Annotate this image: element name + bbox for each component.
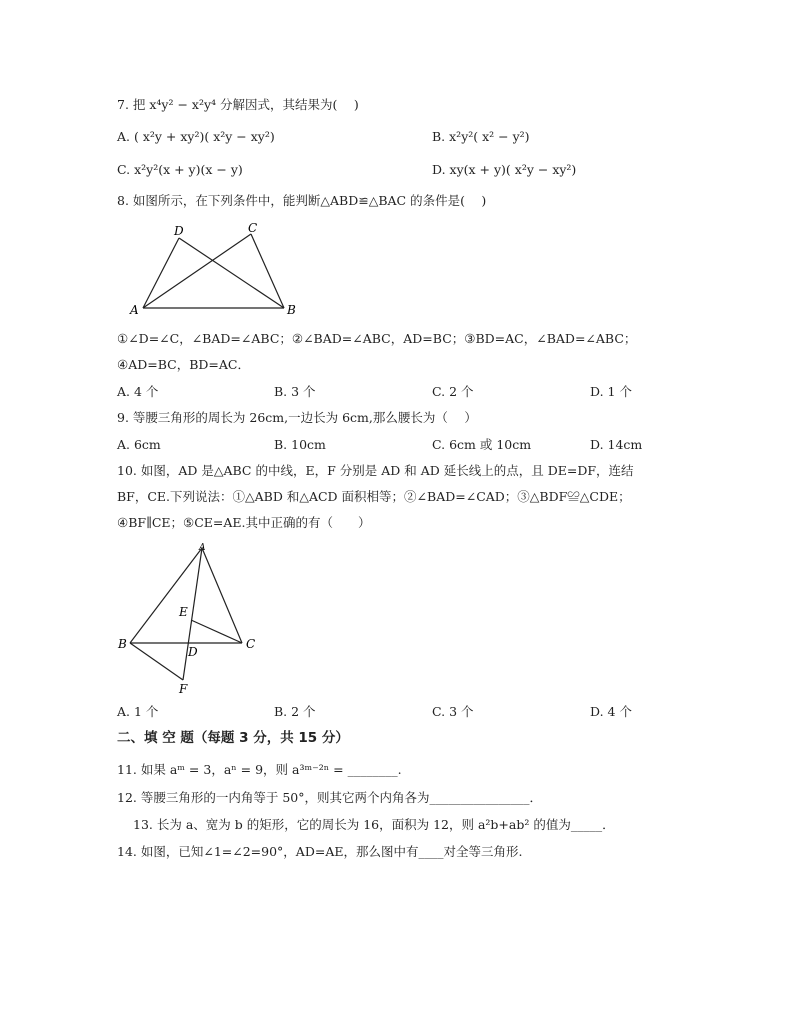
q8-conditions-2: ④AD=BC，BD=AC． bbox=[117, 357, 250, 372]
q11: 11. 如果 aᵐ = 3，aⁿ = 9，则 a³ᵐ⁻²ⁿ = ________. bbox=[117, 762, 402, 777]
q10-option-b: B. 2 个 bbox=[274, 704, 316, 719]
q9-stem: 9. 等腰三角形的周长为 26cm,一边长为 6cm,那么腰长为（ ） bbox=[117, 410, 477, 425]
q8-option-d: D. 1 个 bbox=[590, 384, 632, 399]
q8-label-d: D bbox=[174, 224, 184, 238]
q10-option-c: C. 3 个 bbox=[432, 704, 474, 719]
section-2-title: 二、填 空 题（每题 3 分，共 15 分） bbox=[117, 730, 349, 746]
q8-label-a: A bbox=[130, 303, 139, 317]
q8-conditions-1: ①∠D=∠C，∠BAD=∠ABC；②∠BAD=∠ABC，AD=BC；③BD=AC，∠BAD=∠ABC； bbox=[117, 331, 637, 346]
q10-label-a: A bbox=[199, 543, 206, 553]
q10-label-e: E bbox=[179, 605, 188, 619]
q10-label-b: B bbox=[118, 637, 127, 651]
q10-label-f: F bbox=[179, 682, 188, 696]
q9-option-d: D. 14cm bbox=[590, 437, 643, 452]
q9-option-a: A. 6cm bbox=[117, 437, 161, 452]
q8-stem: 8. 如图所示，在下列条件中，能判断△ABD≌△BAC 的条件是( ) bbox=[117, 193, 487, 208]
q8-option-a: A. 4 个 bbox=[117, 384, 159, 399]
q7-option-b: B. x²y²( x² − y²) bbox=[432, 129, 530, 144]
q10-label-d: D bbox=[188, 645, 198, 659]
q10-option-a: A. 1 个 bbox=[117, 704, 159, 719]
q14: 14. 如图，已知∠1=∠2=90°，AD=AE，那么图中有____对全等三角形. bbox=[117, 844, 523, 859]
q8-side-ac bbox=[143, 234, 251, 308]
q8-option-b: B. 3 个 bbox=[274, 384, 316, 399]
q10-stem-line-1: 10. 如图，AD 是△ABC 的中线，E，F 分别是 AD 和 AD 延长线上的点，且 DE=DF，连结 bbox=[117, 463, 634, 478]
q7-option-a: A. ( x²y + xy²)( x²y − xy²) bbox=[117, 129, 275, 144]
q9-option-b: B. 10cm bbox=[274, 437, 326, 452]
q8-side-ad bbox=[143, 238, 179, 308]
q10-side-ab bbox=[130, 548, 202, 643]
q8-option-c: C. 2 个 bbox=[432, 384, 474, 399]
q10-stem-line-3: ④BF∥CE；⑤CE=AE.其中正确的有（ ） bbox=[117, 515, 371, 530]
q13: 13. 长为 a、宽为 b 的矩形，它的周长为 16，面积为 12，则 a²b+ab² 的值为_____． bbox=[133, 817, 615, 832]
q7-option-d: D. xy(x + y)( x²y − xy²) bbox=[432, 162, 577, 177]
q8-label-c: C bbox=[248, 221, 258, 235]
q12: 12. 等腰三角形的一内角等于 50°，则其它两个内角各为________________． bbox=[117, 790, 542, 805]
q10-side-ac bbox=[202, 548, 242, 643]
q7-stem: 7. 把 x⁴y² − x²y⁴ 分解因式，其结果为( ) bbox=[117, 97, 359, 112]
q10-figure bbox=[112, 538, 262, 700]
q10-label-c: C bbox=[246, 637, 256, 651]
q8-label-b: B bbox=[287, 303, 296, 317]
q8-figure bbox=[126, 220, 306, 320]
q7-option-c: C. x²y²(x + y)(x − y) bbox=[117, 162, 243, 177]
q10-segment-bf bbox=[130, 643, 183, 680]
q10-option-d: D. 4 个 bbox=[590, 704, 632, 719]
q10-stem-line-2: BF，CE.下列说法：①△ABD 和△ACD 面积相等；②∠BAD=∠CAD；③△BDF≌△CDE； bbox=[117, 489, 631, 504]
q9-option-c: C. 6cm 或 10cm bbox=[432, 437, 532, 452]
